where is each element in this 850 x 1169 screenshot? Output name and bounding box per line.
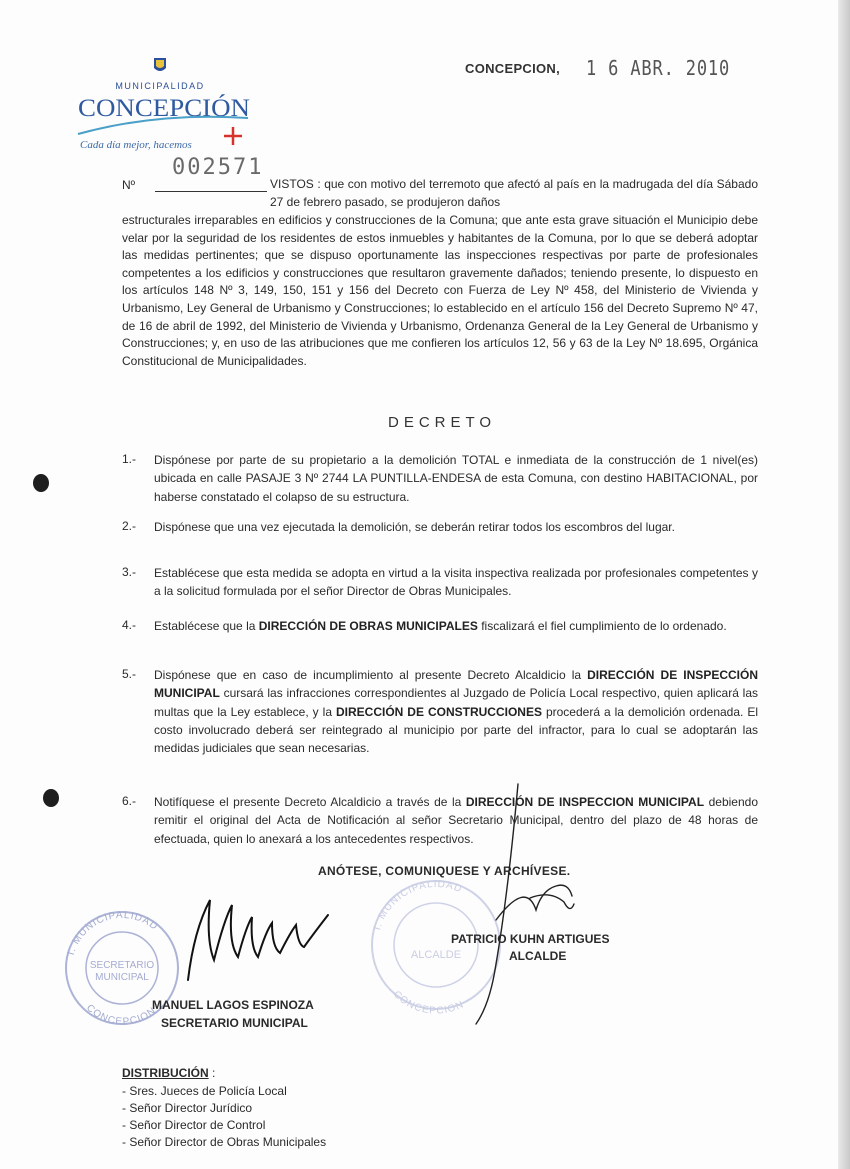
item-number: 5.- xyxy=(122,667,137,681)
list-item: - Señor Director de Control xyxy=(122,1118,266,1132)
distribution-heading-text: DISTRIBUCIÓN xyxy=(122,1066,209,1080)
item-text: Dispónese que en caso de incumplimiento al presente Decreto Alcaldicio la xyxy=(154,668,588,682)
list-item: - Señor Director de Obras Municipales xyxy=(122,1135,327,1149)
decree-item-5 xyxy=(154,666,758,757)
vistos-body: estructurales irreparables en edificios y construcciones de la Comuna; que ante esta grave situación el Municipio debe velar por la seguridad de los residentes de estos inmuebles y habitantes de la Comuna, por lo que se deberá adoptar las medidas pertinentes; que se dispuso oportunamente las inspecciones respectivas por parte de profesionales competentes a los edificios y construcciones que resultaron gravemente dañados; teniendo presente, lo dispuesto en los artículos 148 Nº 3, 149, 150, 151 y 156 del Decreto con Fuerza de Ley Nº 458, del Ministerio de Vivienda y Urbanismo, Ley General de Urbanismo y Construcciones; lo establecido en el artículo 156 del Decreto Supremo Nº 47, de 16 de abril de 1992, del Ministerio de Vivienda y Urbanismo, Ordenanza General de la Ley General de Urbanismo y Construcciones; y, en uso de las atribuciones que me confieren los artículos 12, 56 y 63 de la Ley Nº 18.695, Orgánica Constitucional de Municipalidades. xyxy=(122,213,758,368)
emphasis-text: DIRECCIÓN DE OBRAS MUNICIPALES xyxy=(258,619,478,633)
distribution-heading xyxy=(122,1066,215,1080)
list-item: - Señor Director Jurídico xyxy=(122,1101,253,1115)
svg-text:Cada día mejor, hacemos: Cada día mejor, hacemos xyxy=(80,139,192,151)
vistos-first-line: VISTOS : que con motivo del terremoto que afectó al país en la madrugada del día Sábado 27 de febrero pasado, se produjeron daños xyxy=(270,177,758,209)
item-number: 3.- xyxy=(122,565,137,579)
item-number: 2.- xyxy=(122,519,137,533)
decree-item-6 xyxy=(154,793,758,848)
item-text: Dispónese por parte de su propietario a la demolición TOTAL e inmediata de la construcción de 1 nivel(es) ubicada en calle PASAJE 3 Nº 2744 LA PUNTILLA-ENDESA de esta Comuna, con destino HABITACIONAL, por haberse constatado el colapso de su estructura. xyxy=(154,453,758,504)
distribution-heading-suffix: : xyxy=(208,1066,216,1080)
svg-text:CONCEPCION: CONCEPCION xyxy=(83,1002,159,1028)
svg-text:ALCALDE: ALCALDE xyxy=(410,949,462,961)
binder-hole xyxy=(43,789,59,807)
item-number: 4.- xyxy=(122,618,137,632)
svg-text:CONCEPCION: CONCEPCION xyxy=(390,988,466,1017)
alcalde-role: ALCALDE xyxy=(509,949,567,963)
svg-text:SECRETARIO: SECRETARIO xyxy=(89,960,155,971)
secretario-role: SECRETARIO MUNICIPAL xyxy=(161,1016,308,1030)
decree-title: DECRETO xyxy=(388,414,497,431)
item-number: 6.- xyxy=(122,794,137,808)
item-text: cursará las infracciones correspondientes al Juzgado de Policía Local respectivo, quien aplicará las multas que la Ley establece, y la xyxy=(154,686,758,719)
item-text: Notifíquese el presente Decreto Alcaldicio a través de la xyxy=(154,795,466,809)
closing-formula: ANÓTESE, COMUNIQUESE Y ARCHÍVESE. xyxy=(318,864,571,878)
decree-number-label: Nº xyxy=(122,178,136,192)
secretario-name: MANUEL LAGOS ESPINOZA xyxy=(152,998,314,1012)
svg-text:I. MUNICIPALIDAD: I. MUNICIPALIDAD xyxy=(65,909,161,957)
svg-text:I. MUNICIPALIDAD: I. MUNICIPALIDAD xyxy=(372,878,464,932)
alcalde-seal xyxy=(372,879,500,1017)
decree-number: 002571 xyxy=(172,155,264,180)
item-text: Dispónese que una vez ejecutada la demolición, se deberán retirar todos los escombros del lugar. xyxy=(154,520,675,534)
decree-item-3 xyxy=(154,564,758,601)
page-edge-shadow xyxy=(838,0,850,1169)
alcalde-name: PATRICIO KUHN ARTIGUES xyxy=(451,932,610,946)
decree-item-2 xyxy=(154,518,758,536)
item-number: 1.- xyxy=(122,452,137,466)
distribution-list xyxy=(122,1083,326,1151)
item-text: fiscalizará el fiel cumplimiento de lo ordenado. xyxy=(477,619,727,633)
coat-of-arms-icon xyxy=(154,58,166,71)
emphasis-text: DIRECCIÓN DE INSPECCION MUNICIPAL xyxy=(465,795,705,809)
decree-item-4 xyxy=(154,617,758,635)
city-label: CONCEPCION, xyxy=(465,61,561,76)
municipality-logo xyxy=(74,56,264,156)
list-item: - Sres. Jueces de Policía Local xyxy=(122,1084,287,1098)
emphasis-text: DIRECCIÓN DE CONSTRUCCIONES xyxy=(335,704,542,719)
binder-hole xyxy=(33,474,49,492)
svg-text:CONCEPCIÓN: CONCEPCIÓN xyxy=(78,95,238,122)
decree-number-underline xyxy=(155,191,267,192)
svg-text:MUNICIPALIDAD: MUNICIPALIDAD xyxy=(115,81,205,91)
item-text: Establécese que la xyxy=(154,619,259,633)
date-stamp: 1 6 ABR. 2010 xyxy=(586,56,731,80)
item-text: Establécese que esta medida se adopta en virtud a la visita inspectiva realizada por profesionales competentes y a la solicitud formulada por el señor Director de Obras Municipales. xyxy=(154,566,758,599)
secretario-signature xyxy=(188,900,328,980)
svg-text:MUNICIPAL: MUNICIPAL xyxy=(95,972,149,983)
item-text: debiendo remitir el original del Acta de Notificación al señor Secretario Municipal, dentro del plazo de 48 horas de efectuada, quien lo anexará a los antecedentes respectivos. xyxy=(154,795,758,846)
item-text: procederá a la demolición ordenada. El costo involucrado deberá ser reintegrado al municipio por parte del infractor, para lo cual se adoptarán las medidas judiciales que sean necesarias. xyxy=(154,704,758,756)
emphasis-text: DIRECCIÓN DE INSPECCIÓN MUNICIPAL xyxy=(154,668,758,701)
decree-item-1 xyxy=(154,451,758,506)
